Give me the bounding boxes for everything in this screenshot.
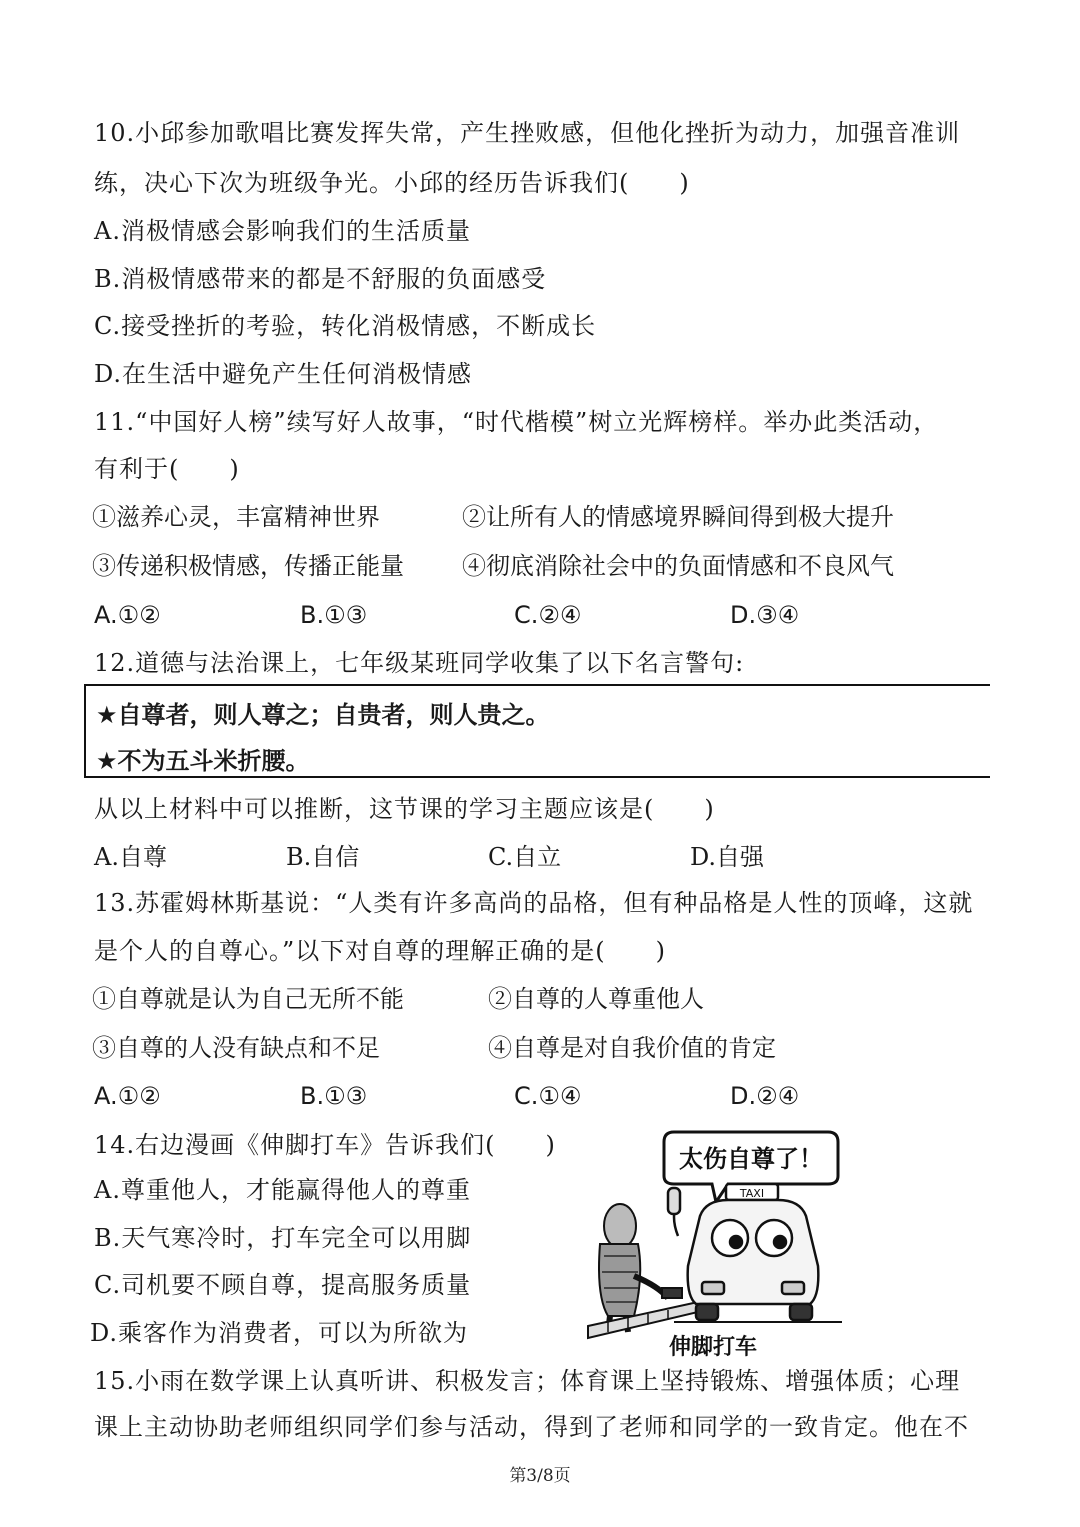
q13-statement-2: ②自尊的人尊重他人 [488, 985, 704, 1013]
q12-stem-line1: 12.道德与法治课上，七年级某班同学收集了以下名言警句: [94, 649, 745, 677]
q10-option-a: A.消极情感会影响我们的生活质量 [94, 217, 471, 245]
q11-statement-1: ①滋养心灵，丰富精神世界 [92, 503, 380, 531]
q13-option-d: D.②④ [730, 1082, 800, 1110]
q11-stem-line2: 有利于( ) [94, 455, 240, 483]
q12-quote-2: ★不为五斗米折腰。 [96, 747, 310, 775]
q11-option-c: C.②④ [514, 601, 582, 629]
q13-stem-line2: 是个人的自尊心。”以下对自尊的理解正确的是( ) [94, 937, 666, 965]
q11-option-a: A.①② [94, 601, 161, 629]
q11-stem-line1: 11.“中国好人榜”续写好人故事，“时代楷模”树立光辉榜样。举办此类活动， [94, 408, 939, 436]
q14-option-a: A.尊重他人，才能赢得他人的尊重 [94, 1176, 471, 1204]
q10-stem-line1: 10.小邱参加歌唱比赛发挥失常，产生挫败感，但他化挫折为动力，加强音准训 [94, 119, 961, 147]
q11-statement-2: ②让所有人的情感境界瞬间得到极大提升 [462, 503, 894, 531]
q13-statement-1: ①自尊就是认为自己无所不能 [92, 985, 404, 1013]
q14-option-b: B.天气寒冷时，打车完全可以用脚 [94, 1224, 472, 1252]
q10-option-d: D.在生活中避免产生任何消极情感 [94, 360, 473, 388]
q13-option-a: A.①② [94, 1082, 161, 1110]
q15-stem-line2: 课上主动协助老师组织同学们参与活动，得到了老师和同学的一致肯定。他在不 [94, 1413, 969, 1441]
q12-option-a: A.自尊 [94, 843, 167, 871]
q13-option-c: C.①④ [514, 1082, 582, 1110]
q14-option-d: D.乘客作为消费者，可以为所欲为 [90, 1319, 469, 1347]
taxi-car [668, 1184, 818, 1320]
q12-option-c: C.自立 [488, 843, 562, 871]
q13-statement-3: ③自尊的人没有缺点和不足 [92, 1034, 380, 1062]
taxi-sign-text: TAXI [739, 1187, 765, 1200]
q11-statement-4: ④彻底消除社会中的负面情感和不良风气 [462, 552, 894, 580]
q11-option-b: B.①③ [300, 601, 368, 629]
q12-stem-line2: 从以上材料中可以推断，这节课的学习主题应该是( ) [94, 795, 715, 823]
q13-stem-line1: 13.苏霍姆林斯基说：“人类有许多高尚的品格，但有种品格是人性的顶峰，这就 [94, 889, 974, 917]
page-number: 第3/8页 [509, 1466, 571, 1486]
q12-option-d: D.自强 [690, 843, 765, 871]
q12-quote-box [84, 684, 990, 778]
q15-stem-line1: 15.小雨在数学课上认真听讲、积极发言；体育课上坚持锻炼、增强体质；心理 [94, 1367, 961, 1395]
q12-quote-1: ★自尊者，则人尊之；自贵者，则人贵之。 [96, 701, 550, 729]
cartoon-caption: 伸脚打车 [668, 1335, 758, 1360]
q14-option-c: C.司机要不顾自尊，提高服务质量 [94, 1271, 472, 1299]
cartoon-illustration [578, 1126, 848, 1366]
q13-statement-4: ④自尊是对自我价值的肯定 [488, 1034, 776, 1062]
q10-stem-line2: 练，决心下次为班级争光。小邱的经历告诉我们( ) [94, 169, 690, 197]
q14-stem-line1: 14.右边漫画《伸脚打车》告诉我们( ) [94, 1131, 556, 1159]
q10-option-c: C.接受挫折的考验，转化消极情感，不断成长 [94, 312, 597, 340]
q11-option-d: D.③④ [730, 601, 800, 629]
q13-option-b: B.①③ [300, 1082, 368, 1110]
q10-option-b: B.消极情感带来的都是不舒服的负面感受 [94, 265, 547, 293]
speech-bubble-text: 太伤自尊了！ [679, 1145, 823, 1173]
q12-option-b: B.自信 [286, 843, 360, 871]
q11-statement-3: ③传递积极情感，传播正能量 [92, 552, 404, 580]
